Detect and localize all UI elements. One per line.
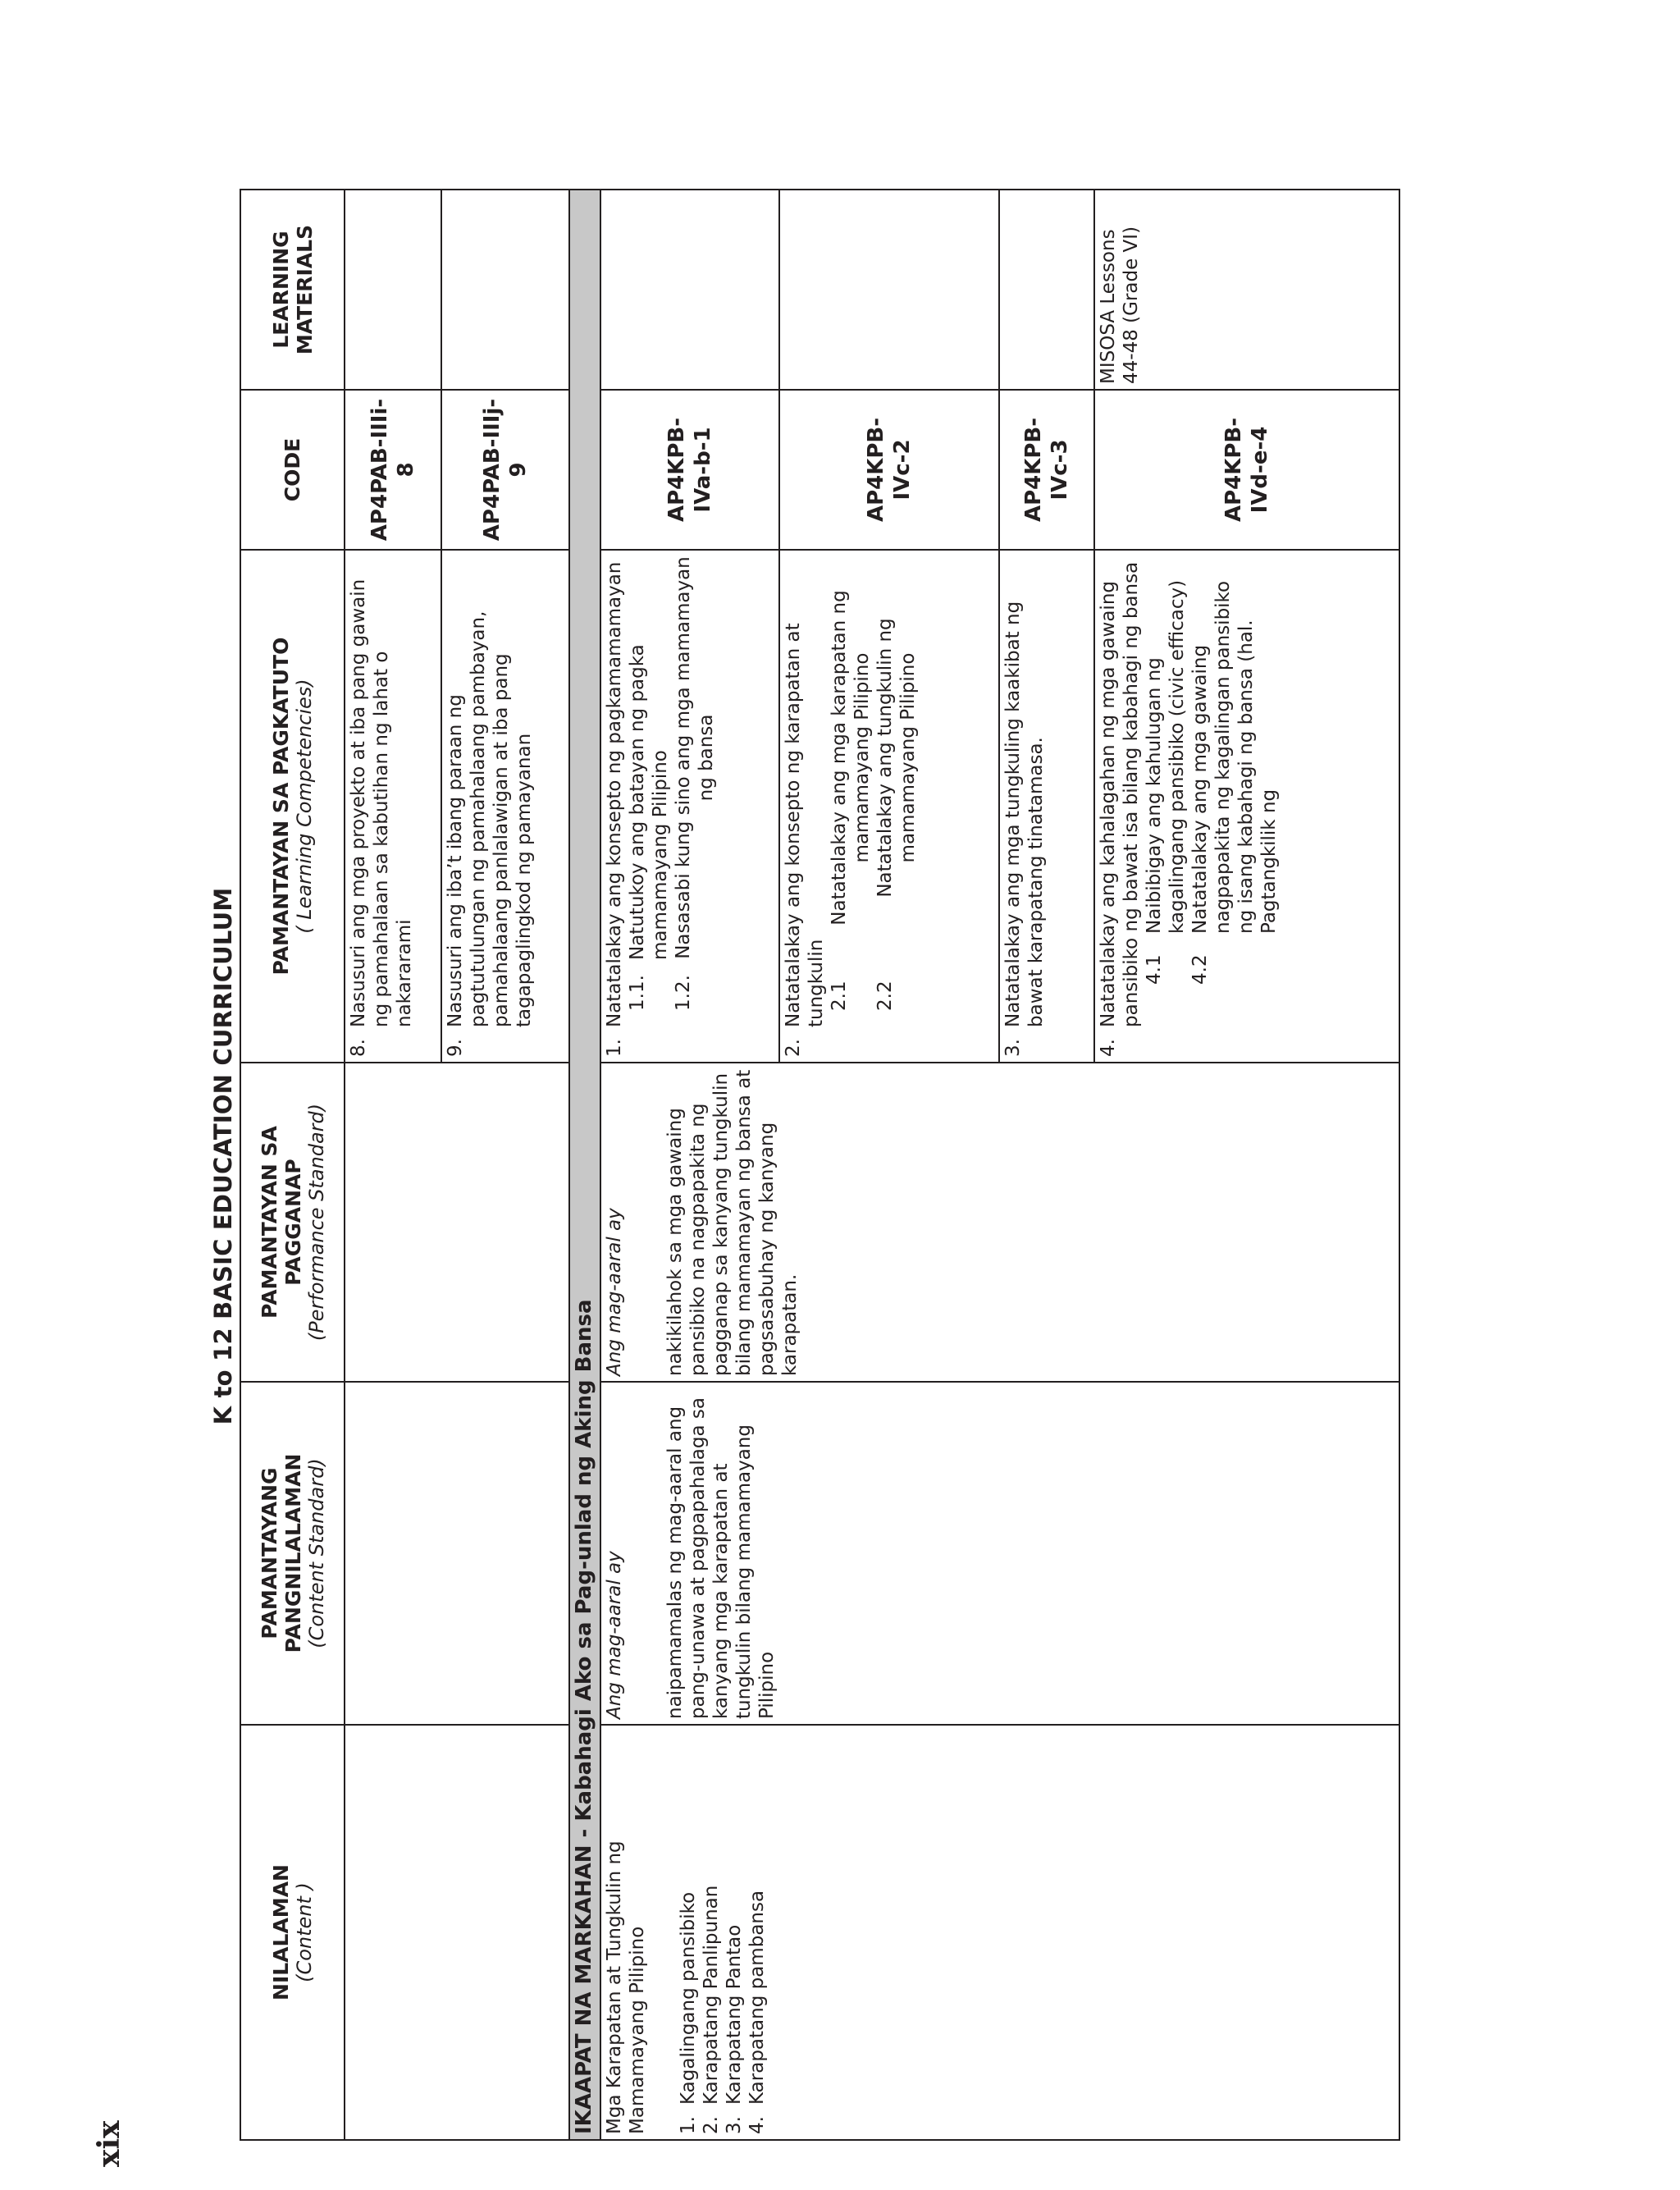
code-cell: AP4KPB-IVc-2 bbox=[779, 390, 999, 550]
code-cell: AP4PAB-IIIj-9 bbox=[441, 390, 569, 550]
code-cell: AP4PAB-IIIi-8 bbox=[345, 390, 441, 550]
header-code: CODE bbox=[240, 390, 345, 550]
content-cell-empty bbox=[345, 1725, 569, 2140]
materials-cell bbox=[345, 190, 441, 390]
code-cell: AP4KPB-IVa-b-1 bbox=[600, 390, 779, 550]
page-number: xix bbox=[92, 2120, 126, 2167]
header-content-standard: PAMANTAYANG PANGNILALAMAN (Content Standard) bbox=[240, 1382, 345, 1725]
performance-standard-cell: Ang mag-aaral ay nakikilahok sa mga gawaing pansibiko na nagpapakita ng pagganap sa kanyang tungkulin bilang mamamayan ng bansa at pagsasabuhay ng kanyang karapatan. bbox=[600, 1063, 1399, 1382]
header-learning-competencies: PAMANTAYAN SA PAGKATUTO ( Learning Competencies) bbox=[240, 550, 345, 1063]
curriculum-table bbox=[240, 189, 1400, 2141]
table-row bbox=[600, 190, 779, 2140]
competency-cell: 9. Nasusuri ang iba’t ibang paraan ng pagtutulungan ng pamahalaang pambayan, pamahalaang panlalawigan at iba pang tagapaglingkod ng pamayanan bbox=[441, 550, 569, 1063]
materials-cell bbox=[600, 190, 779, 390]
header-row bbox=[240, 190, 345, 2140]
code-cell: AP4KPB-IVc-3 bbox=[999, 390, 1094, 550]
code-cell: AP4KPB-IVd-e-4 bbox=[1094, 390, 1399, 550]
materials-cell: MISOSA Lessons 44-48 (Grade VI) bbox=[1094, 190, 1399, 390]
competency-cell: 3. Natatalakay ang mga tungkuling kaakibat ng bawat karapatang tinatamasa. bbox=[999, 550, 1094, 1063]
rotated-page bbox=[0, 122, 1680, 2190]
performance-standard-cell-empty bbox=[345, 1063, 569, 1382]
competency-cell: 4. Natatalakay ang kahalagahan ng mga gawaing pansibiko ng bawat isa bilang kabahagi ng bansa 4.1 Naibibigay ang kahulugan ng kagalingang pansibiko (civic efficacy) 4.2 Natatalakay ang mga gawaing nagpapakita ng kagalingan pansibiko ng isang kabahagi ng bansa (hal. Pagtangkilik ng bbox=[1094, 550, 1399, 1063]
competency-cell: 8. Nasusuri ang mga proyekto at iba pang gawain ng pamahalaan sa kabutihan ng lahat o nakararami bbox=[345, 550, 441, 1063]
content-standard-cell-empty bbox=[345, 1382, 569, 1725]
materials-cell bbox=[999, 190, 1094, 390]
materials-cell bbox=[779, 190, 999, 390]
quarter-heading-row bbox=[569, 190, 600, 2140]
page-title: K to 12 BASIC EDUCATION CURRICULUM bbox=[209, 887, 237, 1425]
header-performance-standard: PAMANTAYAN SA PAGGANAP (Performance Standard) bbox=[240, 1063, 345, 1382]
header-content: NILALAMAN (Content ) bbox=[240, 1725, 345, 2140]
competency-cell: 1. Natatalakay ang konsepto ng pagkamamamayan 1.1. Natutukoy ang batayan ng pagka mamamayang Pilipino 1.2. Nasasabi kung sino ang mga mamamayan ng bansa bbox=[600, 550, 779, 1063]
materials-cell bbox=[441, 190, 569, 390]
table-row bbox=[345, 190, 441, 2140]
quarter-heading: IKAAPAT NA MARKAHAN - Kabahagi Ako sa Pag-unlad ng Aking Bansa bbox=[569, 190, 600, 2140]
content-cell: Mga Karapatan at Tungkulin ng Mamamayang Pilipino 1. Kagalingang pansibiko 2. Karapatang Panlipunan 3. Karapatang Pantao 4. Karapatang pambansa bbox=[600, 1725, 1399, 2140]
header-learning-materials: LEARNING MATERIALS bbox=[240, 190, 345, 390]
competency-cell: 2. Natatalakay ang konsepto ng karapatan at tungkulin 2.1 Natatalakay ang mga karapatan ng mamamayang Pilipino 2.2 Natatalakay ang tungkulin ng mamamayang Pilipino bbox=[779, 550, 999, 1063]
content-standard-cell: Ang mag-aaral ay naipamamalas ng mag-aaral ang pang-unawa at pagpapahalaga sa kanyang mga karapatan at tungkulin bilang mamamayang Pilipino bbox=[600, 1382, 1399, 1725]
